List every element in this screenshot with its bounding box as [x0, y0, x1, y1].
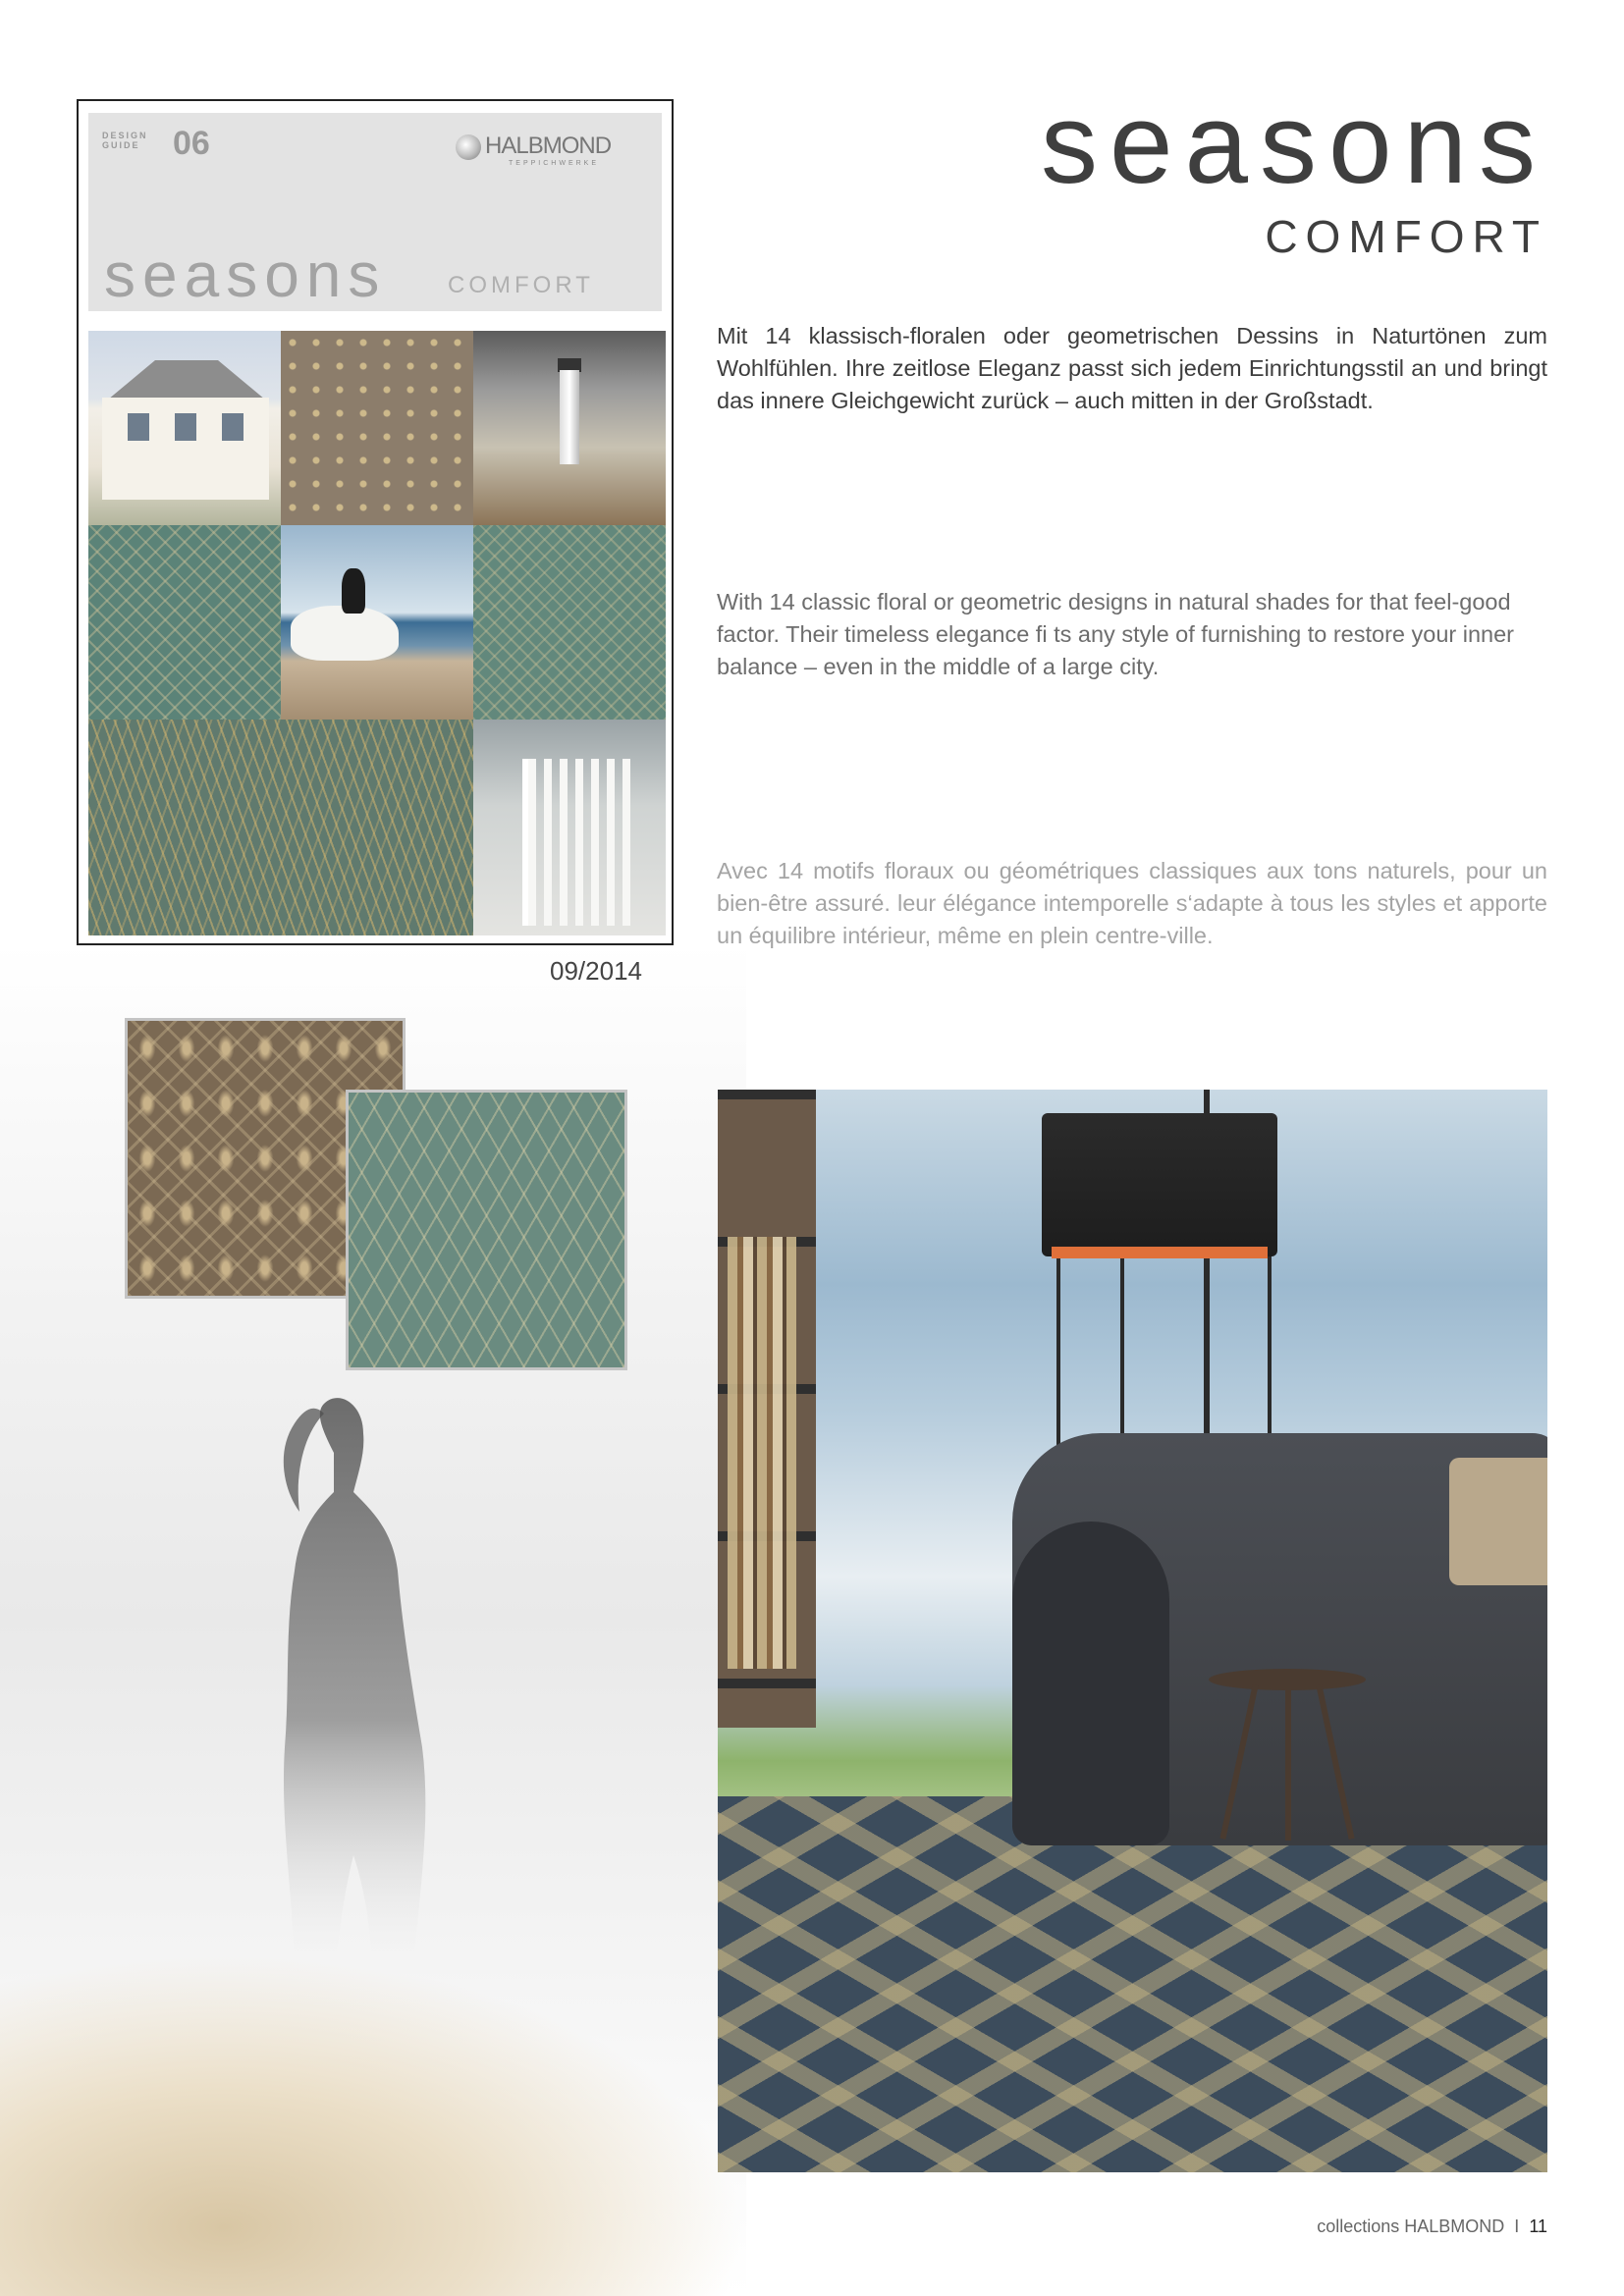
- cover-guide-label: [102, 131, 148, 150]
- cover-guide-line1: DESIGN: [102, 131, 148, 140]
- cover-header: [88, 113, 662, 311]
- footer-separator: I: [1514, 2216, 1520, 2236]
- cover-guide-number: 06: [173, 125, 210, 162]
- page-footer: [1317, 2216, 1547, 2237]
- description-english: With 14 classic floral or geometric designs in natural shades for that feel-good factor. Their timeless elegance fi ts any style of furnishing to restore your inner balance – even in the middle of a large city.: [717, 589, 1515, 679]
- cover-subtitle: COMFORT: [448, 272, 594, 298]
- carpet-swatch-green: [346, 1090, 627, 1370]
- sofa-cushion: [1449, 1458, 1547, 1585]
- sofa-arm: [1012, 1522, 1169, 1845]
- halbmond-logo-icon: [456, 134, 481, 160]
- description-german: Mit 14 klassisch-floralen oder geometrischen Dessins in Naturtönen zum Wohlfühlen. Ihre zeitlose Eleganz passt sich jedem Einrichtungsstil an und bringt das innere Gleichgewicht zurück – auch mitten in der Großstadt.: [717, 323, 1547, 413]
- page-number: 11: [1529, 2216, 1547, 2236]
- cover-photo-lighthouse: [473, 331, 666, 525]
- books: [728, 1237, 796, 1669]
- cover-title: seasons: [104, 240, 387, 310]
- footer-label: collections HALBMOND: [1317, 2216, 1505, 2236]
- cover-photo-horse-rider: [281, 525, 473, 720]
- cover-brand-sub: TEPPICHWERKE: [509, 160, 600, 167]
- room-carpet: [718, 1796, 1547, 2172]
- brochure-cover: [77, 99, 674, 945]
- cover-date: 09/2014: [550, 956, 642, 986]
- page-title: seasons: [1040, 80, 1547, 207]
- cover-pattern-green-diamond: [473, 525, 666, 720]
- lamp-glow: [1052, 1247, 1268, 1258]
- cover-photo-house: [88, 331, 281, 525]
- cover-pattern-waves: [88, 720, 473, 935]
- cover-pattern-dots: [281, 331, 473, 525]
- cover-brand: HALBMOND: [485, 133, 612, 159]
- floor-lamp-shade: [1042, 1113, 1277, 1256]
- page-subtitle: COMFORT: [1265, 211, 1547, 262]
- cover-guide-line2: GUIDE: [102, 140, 140, 150]
- cover-pattern-green-lattice: [88, 525, 281, 720]
- living-room-photo: [718, 1090, 1547, 2172]
- cover-photo-rocking-chairs: [473, 720, 666, 935]
- description-french: Avec 14 motifs floraux ou géométriques classiques aux tons naturels, pour un bien-être assuré. leur élégance intemporelle s‘adapte à tous les styles et apporte un équilibre intérieur, même en plein centre-ville.: [717, 858, 1547, 948]
- wheat-field: [0, 1953, 746, 2296]
